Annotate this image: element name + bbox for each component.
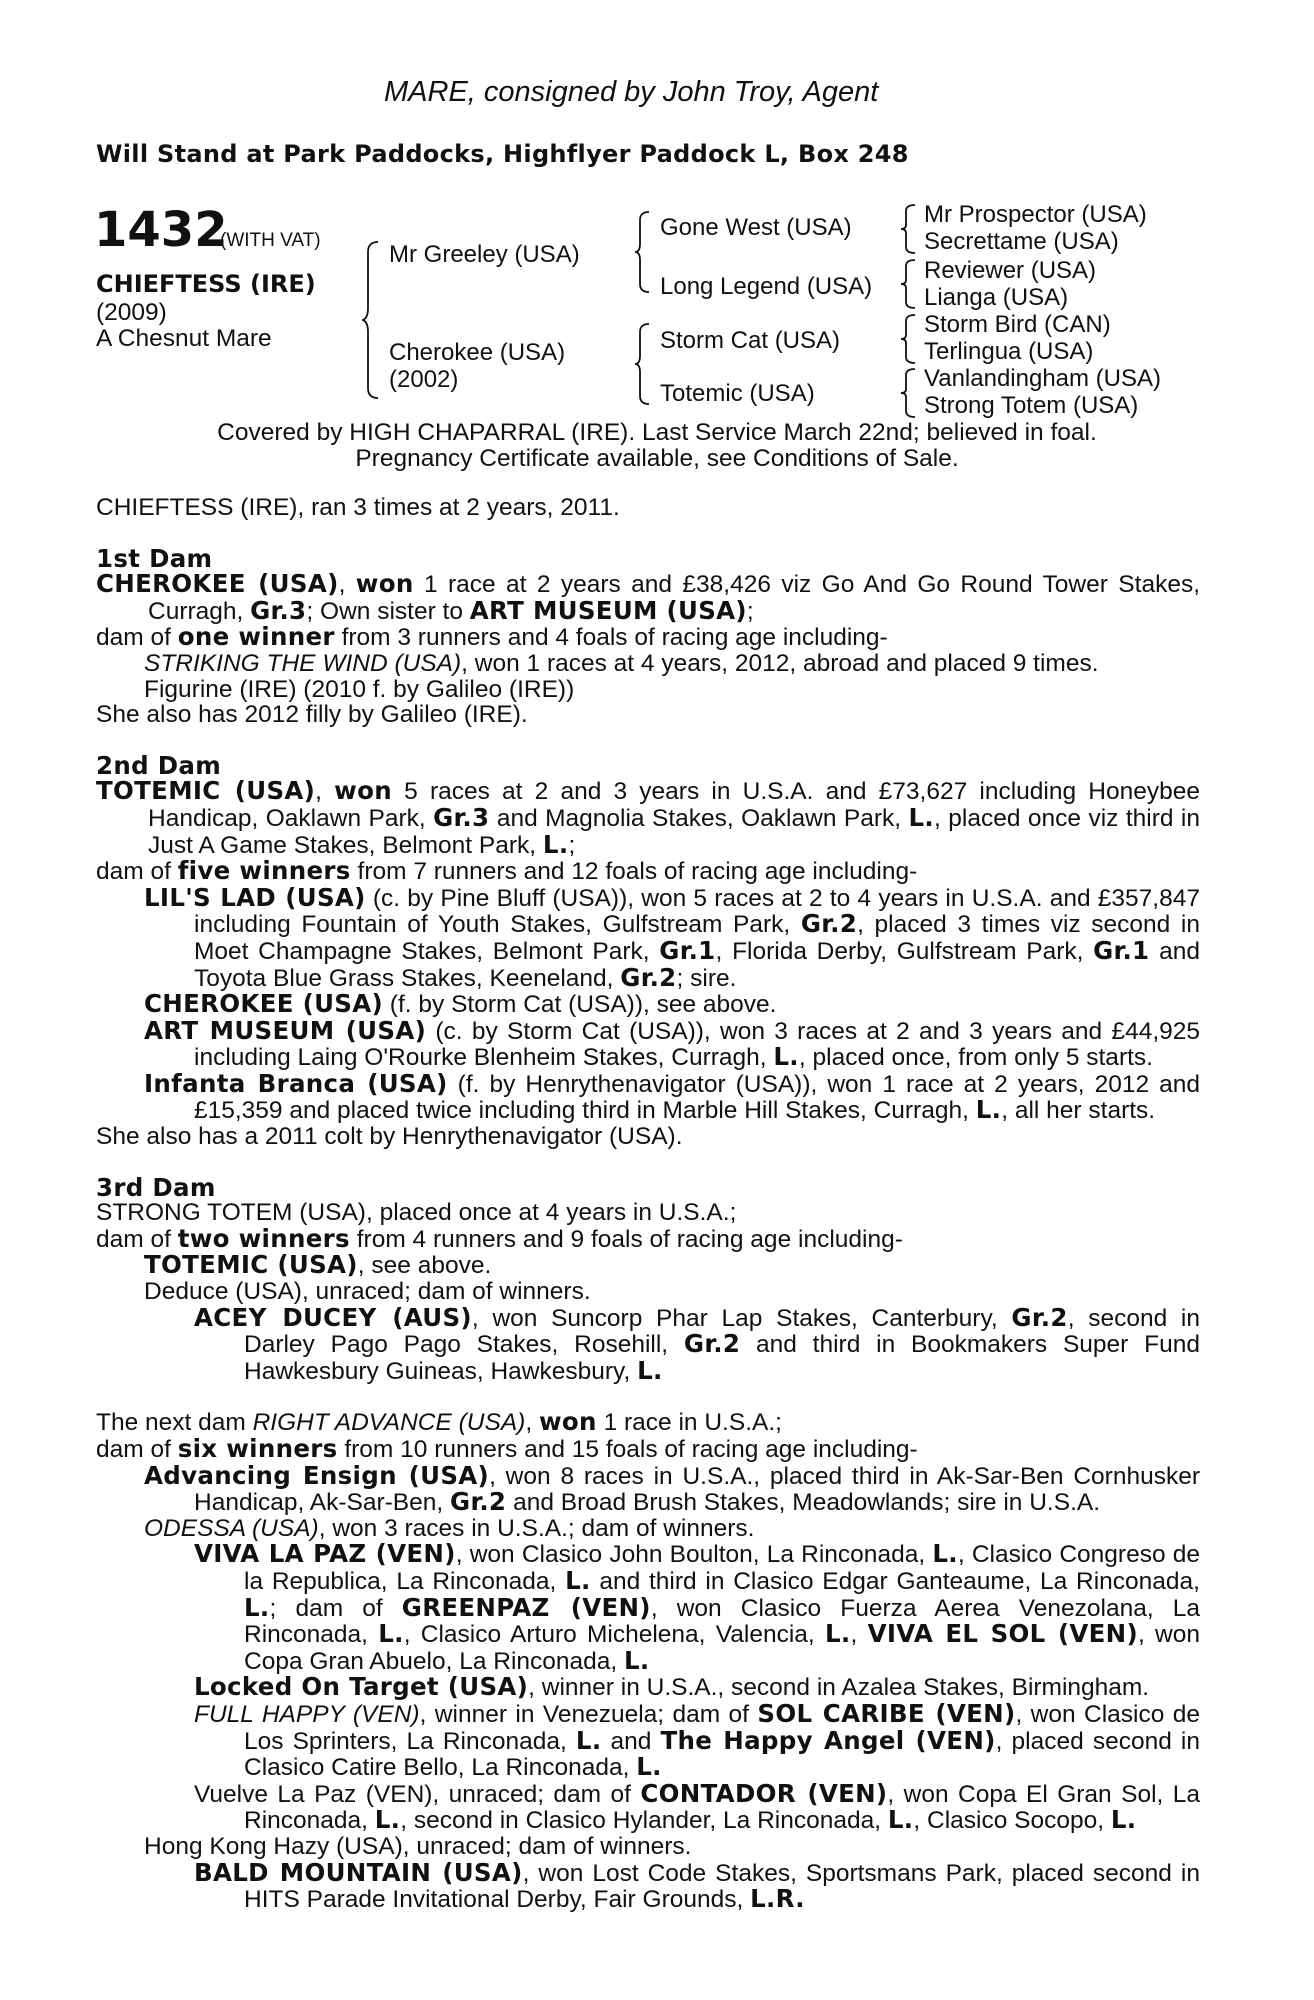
- pedigree-sire-sire: Gone West (USA): [660, 214, 852, 241]
- next-dam-entry: The next dam RIGHT ADVANCE (USA), won 1 race in U.S.A.;: [96, 1407, 782, 1437]
- pedigree-ggsire-1: Mr Prospector (USA): [924, 201, 1147, 228]
- covering-line-1: Covered by HIGH CHAPARRAL (IRE). Last Service March 22nd; believed in foal.: [217, 419, 1097, 446]
- next-dam-grandfoal-viva-la-paz: VIVA LA PAZ (VEN), won Clasico John Boulton, La Rinconada, L., Clasico Congreso de la Republica, La Rinconada, L. and third in Clasico Edgar Ganteaume, La Rinconada, L.; dam of GREENPAZ (VEN), won Clasico Fuerza Aerea Venezolana, La Rinconada, L., Clasico Arturo Michelena, Valencia, L., VIVA EL SOL (VEN), won Copa Gran Abuelo, La Rinconada, L.: [194, 1539, 1200, 1675]
- next-dam-foal-advancing-ensign: Advancing Ensign (USA), won 8 races in U.S.A., placed third in Ak-Sar-Ben Cornhusker Handicap, Ak-Sar-Ben, Gr.2 and Broad Brush Stakes, Meadowlands; sire in U.S.A.: [144, 1460, 1200, 1517]
- pedigree-brace-g2: [900, 258, 918, 310]
- second-dam-foal-cherokee: CHEROKEE (USA) (f. by Storm Cat (USA)), see above.: [144, 989, 777, 1019]
- second-dam-entry: TOTEMIC (USA), won 5 races at 2 and 3 years in U.S.A. and £73,627 including Honeybee Handicap, Oaklawn Park, Gr.3 and Magnolia Stakes, Oaklawn Park, L., placed once viz third in Just A Game Stakes, Belmont Park, L.;: [96, 776, 1200, 859]
- first-dam-foal-1: STRIKING THE WIND (USA), won 1 races at 4 years, 2012, abroad and placed 9 times.: [144, 649, 1099, 677]
- third-dam-foal-deduce: Deduce (USA), unraced; dam of winners.: [144, 1278, 591, 1306]
- catalogue-body: [96, 495, 1200, 1913]
- pedigree-brace-main: [362, 240, 382, 400]
- pedigree-ggsire-2: Secrettame (USA): [924, 228, 1119, 255]
- pedigree-brace-dam: [634, 322, 652, 406]
- consignor-line: MARE, consigned by John Troy, Agent: [384, 76, 879, 108]
- third-dam-heading: 3rd Dam: [96, 1172, 216, 1202]
- pedigree-brace-g1: [900, 203, 918, 255]
- second-dam-produce: dam of five winners from 7 runners and 12 foals of racing age including-: [96, 856, 918, 886]
- pedigree-sire-dam: Long Legend (USA): [660, 273, 873, 300]
- second-dam-foal-lils-lad: LIL'S LAD (USA) (c. by Pine Bluff (USA)), won 5 races at 2 to 4 years in U.S.A. and £357,847 including Fountain of Youth Stakes, Gulfstream Park, Gr.2, placed 3 times viz second in Moet Champagne Stakes, Belmont Park, Gr.1, Florida Derby, Gulfstream Park, Gr.1 and Toyota Blue Grass Stakes, Keeneland, Gr.2; sire.: [144, 882, 1200, 992]
- third-dam-grandfoal-acey-ducey: ACEY DUCEY (AUS), won Suncorp Phar Lap Stakes, Canterbury, Gr.2, second in Darley Pago Pago Stakes, Rosehill, Gr.2 and third in Bookmakers Super Fund Hawkesbury Guineas, Hawkesbury, L.: [194, 1302, 1200, 1385]
- next-dam-grandfoal-locked-on-target: Locked On Target (USA), winner in U.S.A., second in Azalea Stakes, Birmingham.: [194, 1672, 1150, 1702]
- lot-number: 1432: [94, 202, 228, 258]
- pedigree-ggsire-8: Strong Totem (USA): [924, 392, 1139, 419]
- next-dam-grandfoal-full-happy: FULL HAPPY (VEN), winner in Venezuela; dam of SOL CARIBE (VEN), won Clasico de Los Sprinters, La Rinconada, L. and The Happy Angel (VEN), placed second in Clasico Catire Bello, La Rinconada, L.: [194, 1698, 1200, 1782]
- horse-name: CHIEFTESS (IRE): [96, 270, 316, 298]
- pedigree-ggsire-4: Lianga (USA): [924, 284, 1069, 311]
- pedigree-ggsire-6: Terlingua (USA): [924, 338, 1094, 365]
- first-dam-entry: CHEROKEE (USA), won 1 race at 2 years and £38,426 viz Go And Go Round Tower Stakes, Curragh, Gr.3; Own sister to ART MUSEUM (USA);: [96, 569, 1200, 625]
- next-dam-produce: dam of six winners from 10 runners and 15 foals of racing age including-: [96, 1434, 918, 1463]
- next-dam-grandfoal-vuelve-la-paz: Vuelve La Paz (VEN), unraced; dam of CONTADOR (VEN), won Copa El Gran Sol, La Rinconada, L., second in Clasico Hylander, La Rinconada, L., Clasico Socopo, L.: [194, 1778, 1200, 1835]
- first-dam-heading: 1st Dam: [96, 543, 213, 573]
- third-dam-produce: dam of two winners from 4 runners and 9 foals of racing age including-: [96, 1223, 903, 1253]
- pedigree-brace-g3: [900, 313, 918, 365]
- second-dam-foal-infanta-branca: Infanta Branca (USA) (f. by Henrythenavigator (USA)), won 1 race at 2 years, 2012 and £15,359 and placed twice including third in Marble Hill Stakes, Curragh, L., all her starts.: [144, 1068, 1200, 1125]
- third-dam-foal-totemic: TOTEMIC (USA), see above.: [144, 1250, 492, 1280]
- pedigree-dam-sire: Storm Cat (USA): [660, 327, 841, 354]
- pedigree-sire: Mr Greeley (USA): [389, 241, 580, 268]
- horse-description: A Chesnut Mare: [96, 325, 272, 352]
- race-record: CHIEFTESS (IRE), ran 3 times at 2 years, 2011.: [96, 494, 620, 521]
- pedigree-ggsire-7: Vanlandingham (USA): [924, 365, 1162, 392]
- pedigree-ggsire-5: Storm Bird (CAN): [924, 311, 1111, 338]
- next-dam-foal-hong-kong-hazy: Hong Kong Hazy (USA), unraced; dam of winners.: [144, 1832, 692, 1860]
- first-dam-also: She also has 2012 filly by Galileo (IRE).: [96, 701, 528, 729]
- second-dam-foal-art-museum: ART MUSEUM (USA) (c. by Storm Cat (USA)), won 3 races at 2 and 3 years and £44,925 including Laing O'Rourke Blenheim Stakes, Curragh, L., placed once, from only 5 starts.: [144, 1015, 1201, 1072]
- second-dam-also: She also has a 2011 colt by Henrythenavigator (USA).: [96, 1123, 683, 1151]
- pedigree-brace-sire: [634, 210, 652, 294]
- pedigree-dam-dam: Totemic (USA): [660, 380, 815, 407]
- covering-line-2: Pregnancy Certificate available, see Conditions of Sale.: [355, 445, 959, 472]
- pedigree-dam: Cherokee (USA): [389, 339, 566, 366]
- next-dam-grandfoal-bald-mountain: BALD MOUNTAIN (USA), won Lost Code Stakes, Sportsmans Park, placed second in HITS Parade Invitational Derby, Fair Grounds, L.R.: [194, 1857, 1200, 1914]
- pedigree-brace-g4: [900, 367, 918, 419]
- first-dam-foal-2: Figurine (IRE) (2010 f. by Galileo (IRE)): [144, 675, 575, 703]
- first-dam-produce: dam of one winner from 3 runners and 4 foals of racing age including-: [96, 622, 888, 652]
- second-dam-heading: 2nd Dam: [96, 750, 222, 780]
- stand-location: Will Stand at Park Paddocks, Highflyer Paddock L, Box 248: [96, 140, 909, 168]
- lot-vat: (WITH VAT): [220, 230, 321, 251]
- third-dam-entry: STRONG TOTEM (USA), placed once at 4 years in U.S.A.;: [96, 1199, 737, 1227]
- pedigree-dam-year: (2002): [389, 366, 459, 393]
- horse-year: (2009): [96, 299, 167, 326]
- pedigree-ggsire-3: Reviewer (USA): [924, 257, 1097, 284]
- next-dam-foal-odessa: ODESSA (USA), won 3 races in U.S.A.; dam of winners.: [144, 1514, 755, 1542]
